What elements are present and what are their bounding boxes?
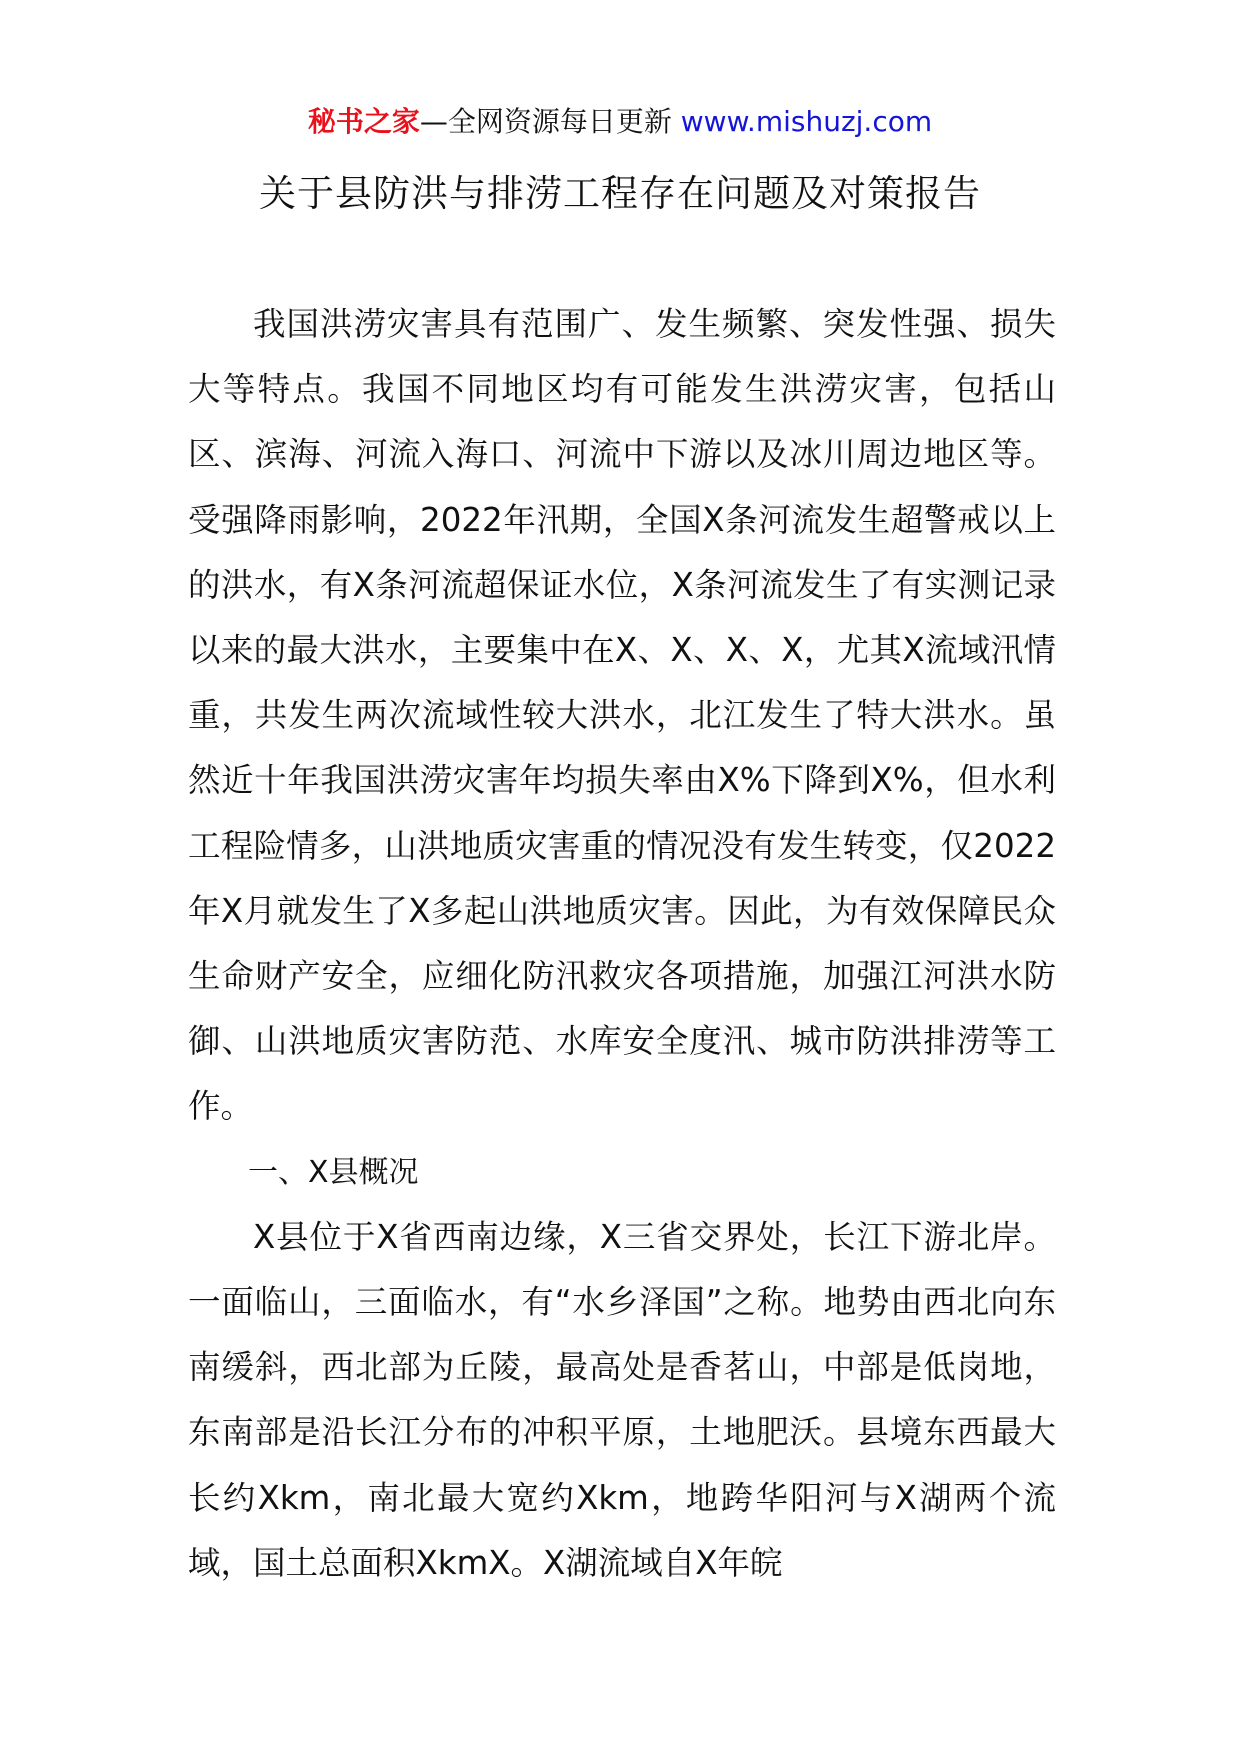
brand-name: 秘书之家 xyxy=(307,105,420,138)
document-body xyxy=(188,292,1056,1596)
site-header xyxy=(0,102,1240,142)
paragraph-intro: 我国洪涝灾害具有范围广、发生频繁、突发性强、损失大等特点。我国不同地区均有可能发生洪涝灾害，包括山区、滨海、河流入海口、河流中下游以及冰川周边地区等。受强降雨影响，2022年汛期，全国X条河流发生超警戒以上的洪水，有X条河流超保证水位，X条河流发生了有实测记录以来的最大洪水，主要集中在X、X、X、X，尤其X流域汛情重，共发生两次流域性较大洪水，北江发生了特大洪水。虽然近十年我国洪涝灾害年均损失率由X%下降到X%，但水利工程险情多，山洪地质灾害重的情况没有发生转变，仅2022年X月就发生了X多起山洪地质灾害。因此，为有效保障民众生命财产安全，应细化防汛救灾各项措施，加强江河洪水防御、山洪地质灾害防范、水库安全度汛、城市防洪排涝等工作。 xyxy=(188,305,1056,1126)
document-title: 关于县防洪与排涝工程存在问题及对策报告 xyxy=(259,172,981,215)
site-url-link[interactable]: www.mishuzj.com xyxy=(680,105,933,138)
paragraph-overview: X县位于X省西南边缘，X三省交界处，长江下游北岸。一面临山，三面临水，有“水乡泽国”之称。地势由西北向东南缓斜，西北部为丘陵，最高处是香茗山，中部是低岗地，东南部是沿长江分布的冲积平原，土地肥沃。县境东西最大长约Xkm，南北最大宽约Xkm，地跨华阳河与X湖两个流域，国土总面积XkmX。X湖流域自X年皖 xyxy=(188,1217,1056,1582)
header-tagline: —全网资源每日更新 xyxy=(419,105,681,138)
section-heading: 一、X县概况 xyxy=(248,1154,419,1190)
